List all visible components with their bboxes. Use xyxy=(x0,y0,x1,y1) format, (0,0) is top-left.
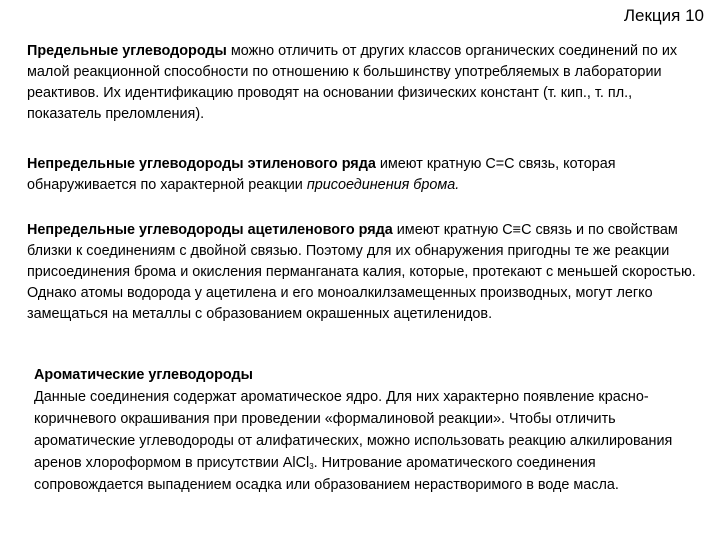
saturated-hydrocarbons-text: можно отличить от других классов органических соединений по их малой реакционной способности по отношению к большинству употребляемых в лаборатории реактивов. Их идентификацию проводят на основании физических констант (т. кип., т. пл., показатель преломления). xyxy=(27,43,678,122)
aromatic-hydrocarbons-heading: Ароматические углеводороды xyxy=(34,367,253,383)
ethylene-hydrocarbons-text: имеют кратную С=С связь, которая обнаруживается по характерной реакции xyxy=(27,156,616,193)
lecture-number: Лекция 10 xyxy=(623,6,704,25)
alcl3-subscript: 3 xyxy=(309,462,314,471)
aromatic-text-part-1: Данные соединения содержат ароматическое ядро. Для них характерно появление красно-коричневого окрашивания при проведении «формалиновой реакции». Чтобы отличить ароматические углеводороды от алифатических, можно использовать реакцию алкилирования аренов хлороформом в присутствии AlCl xyxy=(34,389,673,471)
aromatic-hydrocarbons-paragraph xyxy=(34,386,704,496)
acetylene-hydrocarbons-paragraph xyxy=(27,220,707,325)
aromatic-text-part-2: . Нитрование ароматического соединения сопровождается выпадением осадка или образованием нерастворимого в воде масла. xyxy=(34,455,619,493)
acetylene-hydrocarbons-heading: Непредельные углеводороды ацетиленового ряда xyxy=(27,222,393,238)
bromine-addition-term: присоединения брома. xyxy=(306,177,460,193)
saturated-hydrocarbons-heading: Предельные углеводороды xyxy=(27,43,227,59)
acetylene-hydrocarbons-text: имеют кратную С≡С связь и по свойствам близки к соединениям с двойной связью. Поэтому для их обнаружения пригодны те же реакции присоединения брома и окисления перманганата калия, которые, протекают с меньшей скоростью. Однако атомы водорода у ацетилена и его моноалкилзамещенных производных, могут легко замещаться на металлы с образованием окрашенных ацетиленидов. xyxy=(27,222,696,322)
ethylene-hydrocarbons-heading: Непредельные углеводороды этиленового ряда xyxy=(27,156,376,172)
ethylene-hydrocarbons-paragraph xyxy=(27,154,707,196)
saturated-hydrocarbons-paragraph xyxy=(27,41,707,125)
